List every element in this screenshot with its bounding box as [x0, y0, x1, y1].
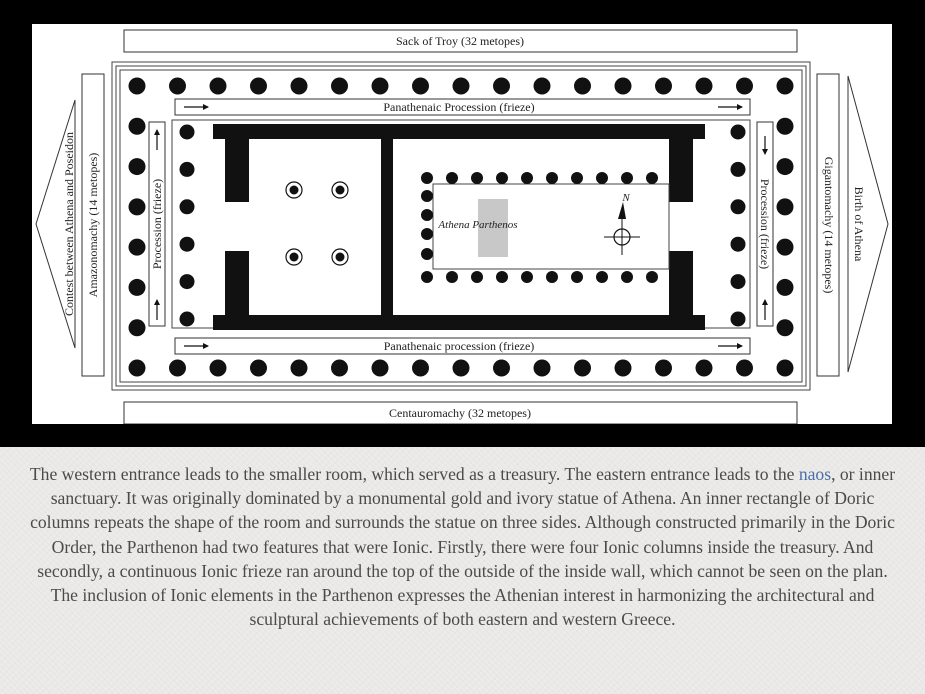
- peristyle-column: [291, 360, 308, 377]
- peristyle-column: [574, 78, 591, 95]
- peristyle-column: [129, 158, 146, 175]
- porch-column: [731, 312, 746, 327]
- east-metope-label: Gigantomachy (14 metopes): [822, 156, 836, 294]
- peristyle-column: [615, 360, 632, 377]
- peristyle-column: [493, 360, 510, 377]
- ionic-column: [336, 186, 345, 195]
- frieze-label-east: Procession (frieze): [758, 178, 772, 270]
- porch-column: [731, 162, 746, 177]
- north-label: N: [622, 192, 630, 204]
- statue-label: Athena Parthenos: [438, 219, 518, 231]
- peristyle-column: [129, 118, 146, 135]
- naos-column: [496, 172, 508, 184]
- porch-column: [731, 199, 746, 214]
- peristyle-column: [412, 78, 429, 95]
- naos-column: [496, 271, 508, 283]
- naos-column: [546, 172, 558, 184]
- peristyle-column: [129, 78, 146, 95]
- peristyle-column: [534, 78, 551, 95]
- peristyle-column: [291, 78, 308, 95]
- naos-link[interactable]: naos: [798, 464, 832, 484]
- peristyle-column: [169, 360, 186, 377]
- compass-icon: [604, 202, 640, 255]
- ionic-column: [290, 253, 299, 262]
- naos-column: [621, 271, 633, 283]
- peristyle-column: [574, 360, 591, 377]
- peristyle-column: [777, 319, 794, 336]
- peristyle-column: [777, 158, 794, 175]
- peristyle-column: [777, 239, 794, 256]
- peristyle-column: [453, 360, 470, 377]
- naos-column: [596, 172, 608, 184]
- peristyle-column: [169, 78, 186, 95]
- porch-column: [180, 274, 195, 289]
- naos-column: [421, 248, 433, 260]
- porch-column: [180, 125, 195, 140]
- porch-column: [731, 274, 746, 289]
- peristyle-column: [615, 78, 632, 95]
- peristyle-column: [493, 78, 510, 95]
- naos-column: [571, 271, 583, 283]
- naos-column: [421, 228, 433, 240]
- peristyle-column: [736, 78, 753, 95]
- peristyle-column: [129, 279, 146, 296]
- peristyle-column: [331, 78, 348, 95]
- naos-column: [471, 172, 483, 184]
- parthenon-floor-plan: [32, 24, 892, 424]
- porch-column: [180, 237, 195, 252]
- porch-column: [180, 199, 195, 214]
- caption-part-1: The western entrance leads to the smaller room, which served as a treasury. The eastern entrance leads to the: [29, 464, 799, 484]
- naos-column: [646, 172, 658, 184]
- plan-drawing: [32, 24, 892, 424]
- naos-column: [621, 172, 633, 184]
- peristyle-column: [777, 118, 794, 135]
- frieze-label-top: Panathenaic Procession (frieze): [383, 100, 535, 114]
- treasury-ionic-columns: [286, 182, 348, 265]
- peristyle-column: [777, 78, 794, 95]
- ionic-column: [290, 186, 299, 195]
- naos-column: [421, 209, 433, 221]
- peristyle-column: [129, 239, 146, 256]
- east-pediment-label: Birth of Athena: [852, 186, 866, 262]
- naos-column: [521, 172, 533, 184]
- peristyle-column: [534, 360, 551, 377]
- peristyle-column: [210, 78, 227, 95]
- peristyle-column: [210, 360, 227, 377]
- peristyle-column: [250, 78, 267, 95]
- peristyle-column: [129, 319, 146, 336]
- caption-part-2: , or inner sanctuary. It was originally dominated by a monumental gold and ivory statue of Athena. An inner rectangle of Doric columns repeats the shape of the room and surrounds the statue on three sides. Although constructed primarily in the Doric Order, the Parthenon had two features that were Ionic. Firstly, there were four Ionic columns inside the treasury. And secondly, a continuous Ionic frieze ran around the top of the outside of the inside wall, which cannot be seen on the plan. The inclusion of Ionic elements in the Parthenon expresses the Athenian interest in harmonizing the architectural and sculptural achievements of both eastern and western Greece.: [30, 464, 896, 630]
- peristyle-column: [412, 360, 429, 377]
- bottom-metope-label: Centauromachy (32 metopes): [389, 406, 531, 420]
- peristyle-column: [331, 360, 348, 377]
- peristyle-column: [372, 78, 389, 95]
- porch-column: [180, 162, 195, 177]
- caption-text: [22, 462, 903, 631]
- naos-column: [421, 172, 433, 184]
- porch-column: [731, 237, 746, 252]
- naos-column: [521, 271, 533, 283]
- peristyle-column: [777, 279, 794, 296]
- peristyle-column: [777, 198, 794, 215]
- naos-column: [471, 271, 483, 283]
- peristyle-column: [453, 78, 470, 95]
- caption-panel: [0, 447, 925, 694]
- naos-column: [446, 172, 458, 184]
- naos-column: [446, 271, 458, 283]
- peristyle-column: [250, 360, 267, 377]
- porch-column: [180, 312, 195, 327]
- naos-column: [421, 271, 433, 283]
- frieze-label-bottom: Panathenaic procession (frieze): [383, 339, 535, 353]
- peristyle-column: [372, 360, 389, 377]
- peristyle-column: [777, 360, 794, 377]
- west-pediment-label: Contest between Athena and Poseidon: [62, 132, 76, 316]
- peristyle-column: [129, 198, 146, 215]
- naos-column: [546, 271, 558, 283]
- peristyle-column: [655, 360, 672, 377]
- frieze-label-west: Procession (frieze): [150, 178, 164, 270]
- peristyle-column: [655, 78, 672, 95]
- peristyle-column: [696, 78, 713, 95]
- naos-column: [571, 172, 583, 184]
- peristyle-column: [736, 360, 753, 377]
- ionic-column: [336, 253, 345, 262]
- naos-column: [596, 271, 608, 283]
- peristyle-column: [129, 360, 146, 377]
- naos-column: [646, 271, 658, 283]
- west-metope-label: Amazonomachy (14 metopes): [86, 152, 100, 298]
- top-metope-label: Sack of Troy (32 metopes): [396, 34, 524, 48]
- peristyle-column: [696, 360, 713, 377]
- naos-column: [421, 190, 433, 202]
- porch-column: [731, 125, 746, 140]
